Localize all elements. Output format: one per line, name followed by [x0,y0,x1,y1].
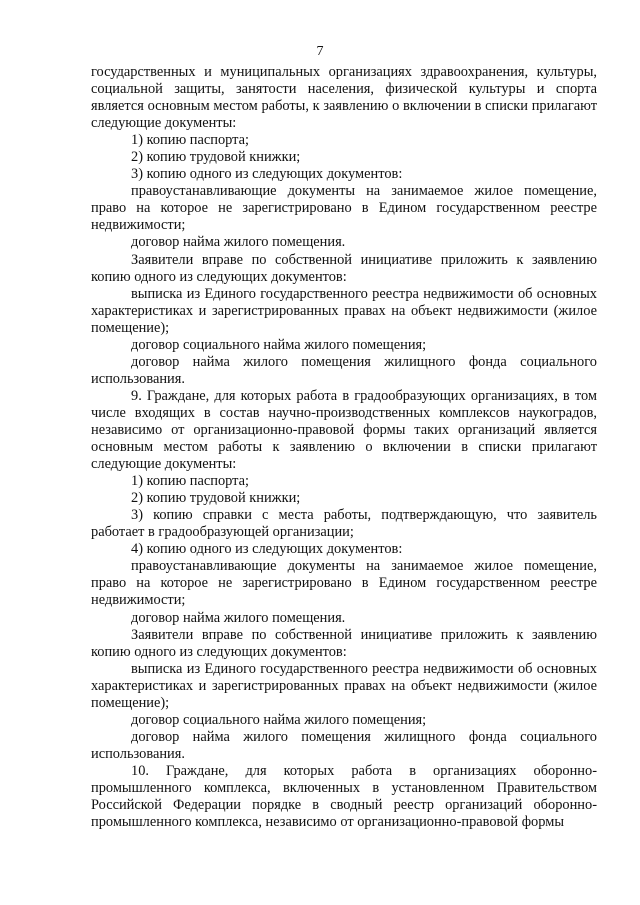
paragraph: Заявители вправе по собственной инициативе приложить к заявлению копию одного из следующих документов: [91,626,597,660]
paragraph: договор социального найма жилого помещения; [131,711,427,728]
page-number: 7 [316,44,324,59]
paragraph: правоустанавливающие документы на занимаемое жилое помещение, право на которое не зарегистрировано в Едином государственном реестре недвижимости; [91,183,597,234]
section-9-paragraph: 9. Граждане, для которых работа в градообразующих организациях, в том числе входящих в состав научно-производственных комплексов наукоградов, независимо от организационно-правовой формы таких организаций является основным местом работы к заявлению о включении в списки прилагают следующие документы: [91,387,597,473]
paragraph: правоустанавливающие документы на занимаемое жилое помещение, право на которое не зарегистрировано в Едином государственном реестре недвижимости; [91,558,597,609]
paragraph: договор найма жилого помещения. [131,609,346,626]
list-item: 3) копию одного из следующих документов: [131,166,403,183]
paragraph: государственных и муниципальных организациях здравоохранения, культуры, социальной защиты, занятости населения, физической культуры и спорта является основным местом работы, к заявлению о включении в списки прилагают следующие документы: [91,64,597,132]
list-item: 2) копию трудовой книжки; [131,490,301,507]
list-item: 1) копию паспорта; [131,473,250,490]
paragraph: выписка из Единого государственного реестра недвижимости об основных характеристиках и зарегистрированных правах на объект недвижимости (жилое помещение); [91,285,597,336]
paragraph: договор найма жилого помещения жилищного фонда социального использования. [91,728,597,762]
paragraph: Заявители вправе по собственной инициативе приложить к заявлению копию одного из следующих документов: [91,251,597,285]
list-item: 1) копию паспорта; [131,132,250,149]
list-item: 2) копию трудовой книжки; [131,149,301,166]
paragraph: договор социального найма жилого помещения; [131,336,427,353]
paragraph: выписка из Единого государственного реестра недвижимости об основных характеристиках и зарегистрированных правах на объект недвижимости (жилое помещение); [91,660,597,711]
list-item: 4) копию одного из следующих документов: [131,541,403,558]
section-10-paragraph: 10. Граждане, для которых работа в организациях оборонно-промышленного комплекса, включенных в установленном Правительством Российской Федерации порядке в сводный реестр организаций оборонно-промышленного комплекса, независимо от организационно-правовой формы [91,762,597,831]
paragraph: договор найма жилого помещения жилищного фонда социального использования. [91,353,597,387]
document-body [91,64,597,831]
paragraph: договор найма жилого помещения. [131,234,346,251]
list-item: 3) копию справки с места работы, подтверждающую, что заявитель работает в градообразующей организации; [91,507,597,541]
